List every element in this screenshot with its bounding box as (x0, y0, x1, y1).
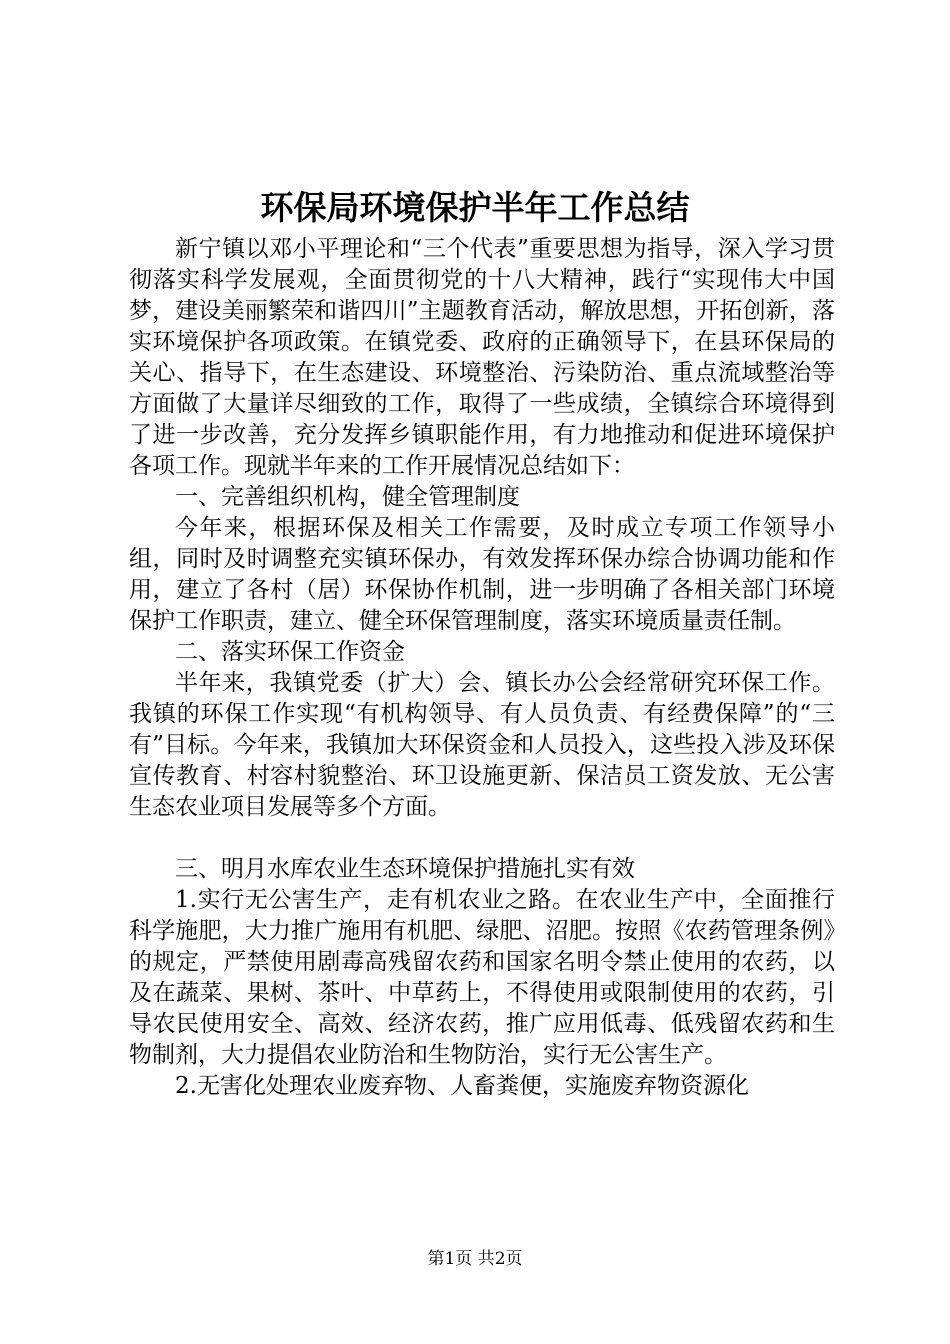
page-footer: 第1页 共2页 (427, 1249, 523, 1269)
section-heading-2: 二、落实环保工作资金 (175, 639, 405, 665)
paragraph-section-1: 今年来，根据环保及相关工作需要，及时成立专项工作领导小组，同时及时调整充实镇环保办，有效发挥环保办综合协调功能和作用，建立了各村（居）环保协作机制，进一步明确了各相关部门环境保护工作职责，建立、健全环保管理制度，落实环境质量责任制。 (129, 515, 835, 634)
paragraph-section-2: 半年来，我镇党委（扩大）会、镇长办公会经常研究环保工作。我镇的环保工作实现“有机构领导、有人员负责、有经费保障”的“三有”目标。今年来，我镇加大环保资金和人员投入，这些投入涉及环保宣传教育、村容村貌整治、环卫设施更新、保洁员工资发放、无公害生态农业项目发展等多个方面。 (129, 670, 835, 820)
document-body (129, 234, 835, 1102)
paragraph-item-1: 1.实行无公害生产，走有机农业之路。在农业生产中，全面推行科学施肥，大力推广施用有机肥、绿肥、沼肥。按照《农药管理条例》的规定，严禁使用剧毒高残留农药和国家名明令禁止使用的农药，以及在蔬菜、果树、茶叶、中草药上，不得使用或限制使用的农药，引导农民使用安全、高效、经济农药，推广应用低毒、低残留农药和生物制剂，大力提倡农业防治和生物防治，实行无公害生产。 (129, 887, 835, 1068)
section-heading-3: 三、明月水库农业生态环境保护措施扎实有效 (175, 856, 635, 882)
section-heading-1: 一、完善组织机构，健全管理制度 (175, 484, 520, 510)
paragraph-intro: 新宁镇以邓小平理论和“三个代表”重要思想为指导，深入学习贯彻落实科学发展观，全面贯彻党的十八大精神，践行“实现伟大中国梦，建设美丽繁荣和谐四川”主题教育活动，解放思想，开拓创新，落实环境保护各项政策。在镇党委、政府的正确领导下，在县环保局的关心、指导下，在生态建设、环境整治、污染防治、重点流域整治等方面做了大量详尽细致的工作，取得了一些成绩，全镇综合环境得到了进一步改善，充分发挥乡镇职能作用，有力地推动和促进环境保护各项工作。现就半年来的工作开展情况总结如下： (129, 236, 835, 479)
paragraph-item-2: 2.无害化处理农业废弃物、人畜粪便，实施废弃物资源化 (175, 1073, 749, 1099)
document-title: 环保局环境保护半年工作总结 (260, 188, 690, 227)
